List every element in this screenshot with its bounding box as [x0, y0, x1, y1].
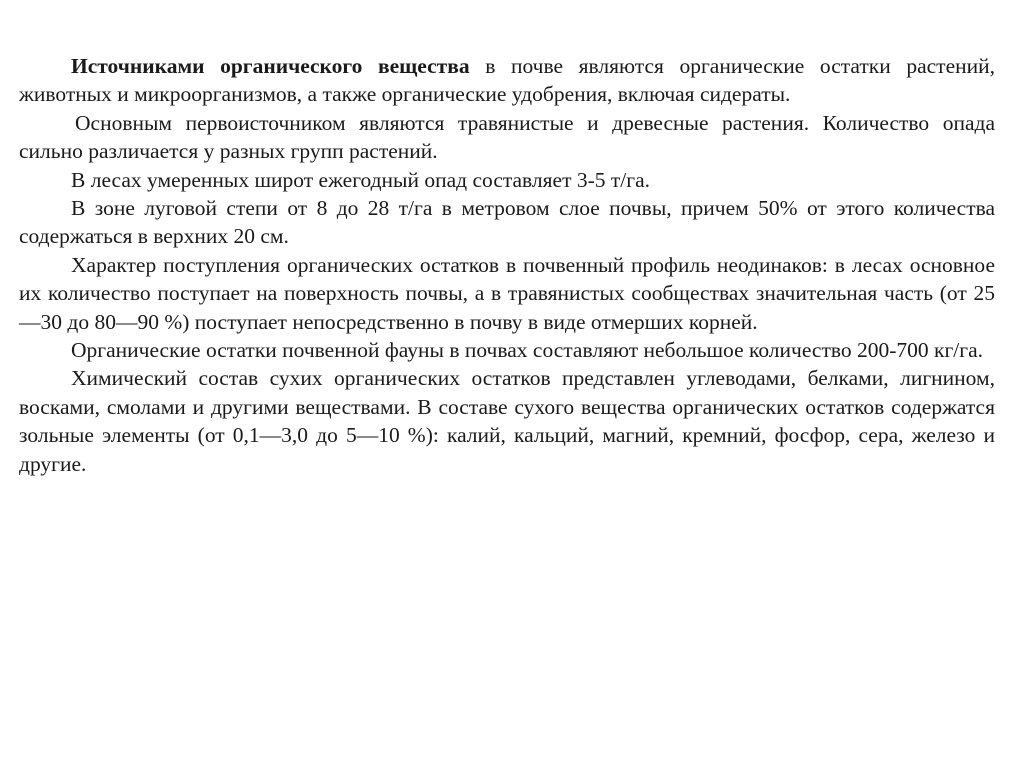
bold-term: Источниками органического вещества	[71, 54, 470, 78]
paragraph-chemical-composition	[19, 364, 995, 478]
paragraph-text: В зоне луговой степи от 8 до 28 т/га в метровом слое почвы, причем 50% от этого количества содержаться в верхних 20 см.	[19, 196, 995, 249]
paragraph-meadow-steppe	[19, 194, 995, 251]
paragraph-soil-fauna	[19, 336, 995, 364]
paragraph-text: в почве являются органические остатки растений, животных и микроорганизмов, а также органические удобрения, включая сидераты.	[19, 54, 995, 107]
paragraph-text: Характер поступления органических остатков в почвенный профиль неодинаков: в лесах основное их количество поступает на поверхность почвы, а в травянистых сообществах значительная часть (от 25—30 до 80—90 %) поступает непосредственно в почву в виде отмерших корней.	[19, 252, 995, 334]
paragraph-text: В лесах умеренных широт ежегодный опад составляет 3-5 т/га.	[71, 167, 650, 192]
paragraph-primary-source	[19, 109, 995, 166]
paragraph-forest-litter	[19, 166, 995, 194]
text-body	[19, 52, 995, 478]
paragraph-text: Химический состав сухих органических остатков представлен углеводами, белками, лигнином, восками, смолами и другими веществами. В составе сухого вещества органических остатков содержатся зольные элементы (от 0,1—3,0 до 5—10 %): калий, кальций, магний, кремний, фосфор, сера, железо и другие.	[19, 366, 995, 476]
paragraph-sources	[19, 52, 995, 109]
paragraph-input-pattern	[19, 251, 995, 336]
paragraph-text: Органические остатки почвенной фауны в почвах составляют небольшое количество 200-700 кг/га.	[71, 338, 984, 363]
paragraph-text: Основным первоисточником являются травянистые и древесные растения. Количество опада сильно различается у разных групп растений.	[19, 110, 995, 164]
